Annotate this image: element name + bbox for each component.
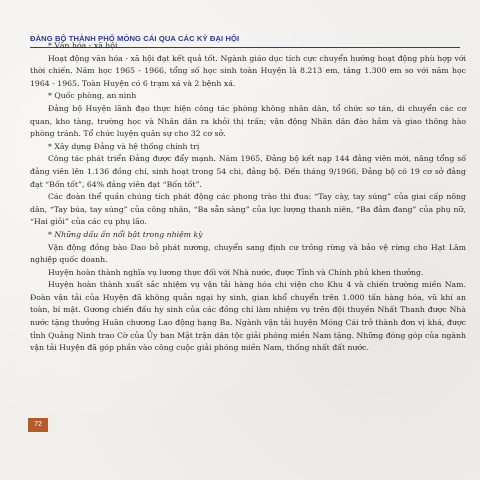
paragraph: Hoạt động văn hóa - xã hội đạt kết quả tốt. Ngành giáo dục tích cực chuyển hướng hoạt động phù hợp với thời chiến. Năm học 1965 - 1966, tổng số học sinh toàn Huyện là 8.213 em, tăng 1.300 em so với năm học 1964 - 1965. Toàn Huyện có 6 trạm xá và 2 bệnh xá. [30, 53, 466, 88]
header-title: ĐẢNG BỘ THÀNH PHỐ MÓNG CÁI QUA CÁC KỲ ĐẠI HỘI [30, 34, 240, 43]
section-heading-party: * Xây dựng Đảng và hệ thống chính trị [48, 141, 200, 151]
paragraph: Đảng bộ Huyện lãnh đạo thực hiện công tác phòng không nhân dân, tổ chức sơ tán, di chuyển các cơ quan, kho tàng, trường học và Nhân dân ra khỏi thị trấn; vận động Nhân dân đào hầm và giao thông hào phòng tránh. Tổ chức luyện quân sự cho 32 cơ sở. [30, 103, 466, 139]
paragraph: Huyện hoàn thành nghĩa vụ lương thực đối với Nhà nước, được Tỉnh và Chính phủ khen thưởng. [48, 267, 424, 277]
page-number: 72 [28, 418, 48, 432]
paragraph: Vận động đồng bào Dao bỏ phát nương, chuyển sang định cư trồng rừng và bảo vệ rừng cho Hạt Lâm nghiệp quốc doanh. [30, 242, 466, 265]
section-heading-culture: * Văn hóa - xã hội [48, 41, 118, 50]
paragraph: Công tác phát triển Đảng được đẩy mạnh. Năm 1965, Đảng bộ kết nạp 144 đảng viên mới, nâng tổng số đảng viên lên 1.136 đồng chí, sinh hoạt trong 54 chi, đảng bộ. Đến tháng 9/1966, Đảng bộ có 19 cơ sở đảng đạt “Bốn tốt”, 64% đảng viên đạt “Bốn tốt”. [30, 154, 466, 189]
paragraph: Các đoàn thể quần chúng tích phát động các phong trào thi đua: “Tay cày, tay súng” của giai cấp nông dân, “Tay búa, tay súng” của công nhân, “Ba sẵn sàng” của lực lượng thanh niên, “Ba đảm đang” của phụ nữ, “Hai giỏi” của các cụ phụ lão. [30, 192, 466, 227]
section-heading-defense: * Quốc phòng, an ninh [48, 91, 137, 101]
section-heading-highlights: * Những dấu ấn nổi bật trong nhiệm kỳ [48, 229, 203, 239]
body-text [30, 40, 466, 355]
paragraph: Huyện hoàn thành xuất sắc nhiệm vụ vận tải hàng hóa chi viện cho Khu 4 và chiến trường miền Nam. Đoàn vận tải của Huyện đã không quản ngại hy sinh, gian khổ chuyển trên 1.000 tấn hàng hóa, vũ khí an toàn, bí mật. Gương chiến đấu hy sinh của các đồng chí làm nhiệm vụ trên đội thuyền Nhất Thanh được Nhà nước tặng thưởng Huân chương Lao động hạng Ba. Ngành vận tải huyện Móng Cái trở thành đơn vị khá, được tỉnh Quảng Ninh trao Cờ của Ủy ban Mặt trận dân tộc giải phóng miền Nam tặng. Những đóng góp của ngành vận tải Huyện đã góp phần vào công cuộc giải phóng miền Nam, thống nhất đất nước. [30, 280, 466, 353]
